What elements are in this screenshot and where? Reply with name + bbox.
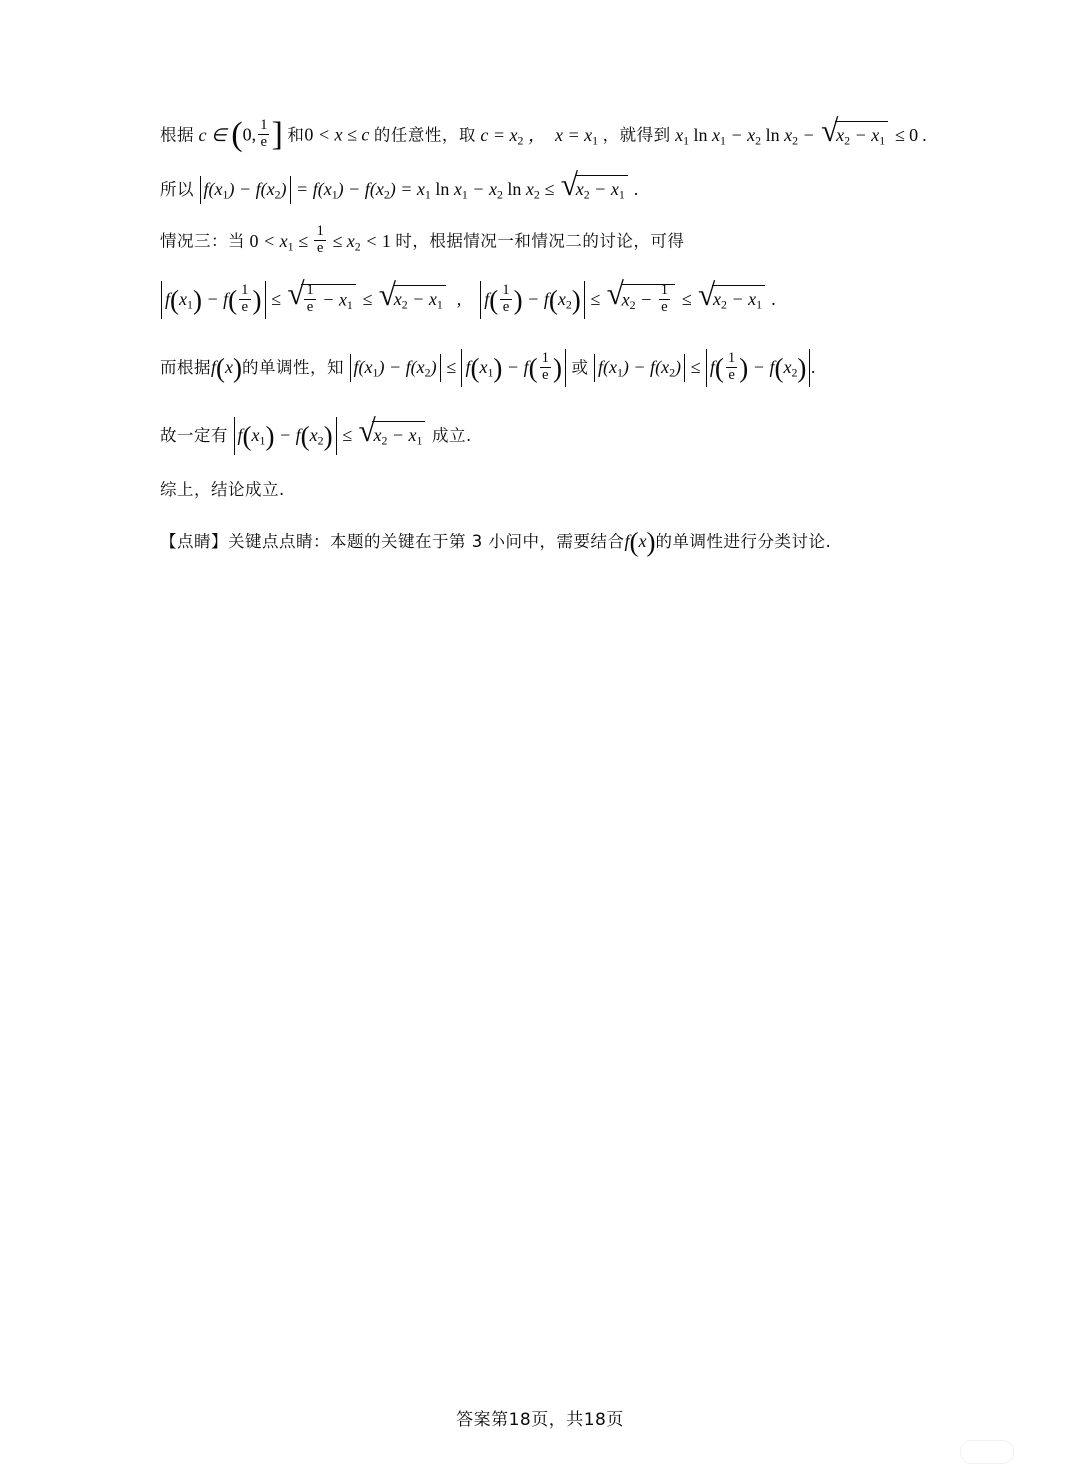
- case-text-b: 时，根据情况一和情况二的讨论，可得: [395, 231, 685, 251]
- paragraph-3-case-three: 情况三：当 0 < x1 ≤ $\frac{1}{e}$ ≤ x2 < 1 时，根据情况一和情况二的讨论，可得: [160, 223, 685, 257]
- text-holds: 成立.: [431, 425, 472, 445]
- paragraph-1: 根据 c ∈ (0, $\frac{1}{e}$ ] 和0 < x ≤ c 的任意性，取 c = x2 ， x = x1 ，就得到 x1 ln x1 − x2 ln x2 − √ x2 − x1 ≤ 0 .: [160, 120, 940, 153]
- keypoint-text-a: 【点睛】关键点点睛：本题的关键在于第 3 小问中，需要结合: [160, 532, 625, 552]
- text-prefix: 根据: [160, 125, 194, 145]
- paragraph-2: 所以 f(x1) − f(x2) = f(x1) − f(x2) = x1 ln x1 − x2 ln x2 ≤ √ x2 − x1 .: [160, 175, 940, 204]
- paragraph-7-summary: [160, 477, 940, 503]
- text-therefore-must: 故一定有: [160, 425, 228, 445]
- text-basis: 而根据: [160, 357, 211, 377]
- paragraph-8-keypoint: 【点睛】关键点点睛：本题的关键在于第 3 小问中，需要结合f(x)的单调性进行分类讨论.: [160, 527, 832, 558]
- watermark-badge: [960, 1440, 1014, 1464]
- paragraph-6-conclusion: 故一定有 f(x1) − f(x2) ≤ √ x2 − x1 成立.: [160, 417, 940, 455]
- solution-body: [160, 115, 940, 563]
- paragraph-4-inequalities: f(x1) − f( $\frac{1}{e}$ ) ≤ √ $\frac{1}{e}$ − x1 ≤ √ x2 − x1 , f( $\frac{1}{e}$ ) − f(x2) ≤ √ x2 − $\frac{1}{e}$ ≤ √ x2 − x1 .: [160, 281, 940, 319]
- text-or: 或: [571, 357, 589, 377]
- paragraph-5-monotonic: 而根据f(x)的单调性，知 f(x1) − f(x2) ≤ f(x1) − f( $\frac{1}{e}$ ) 或 f(x1) − f(x2) ≤ f( $\frac{1}{e}$ ) − f(x2) .: [160, 349, 940, 387]
- summary-text: 综上，结论成立.: [160, 479, 285, 499]
- text-mid2: 的任意性，取: [373, 125, 476, 145]
- keypoint-text-b: 的单调性进行分类讨论.: [655, 532, 832, 552]
- text-then: ，就得到: [602, 125, 671, 145]
- text-mid: 和: [287, 125, 305, 145]
- text-monotonic: 的单调性，知: [242, 357, 345, 377]
- case-label: 情况三：: [160, 231, 228, 251]
- page-footer: 答案第18页，共18页: [456, 1410, 624, 1430]
- case-text-a: 当: [228, 231, 245, 251]
- text-therefore: 所以: [160, 179, 194, 199]
